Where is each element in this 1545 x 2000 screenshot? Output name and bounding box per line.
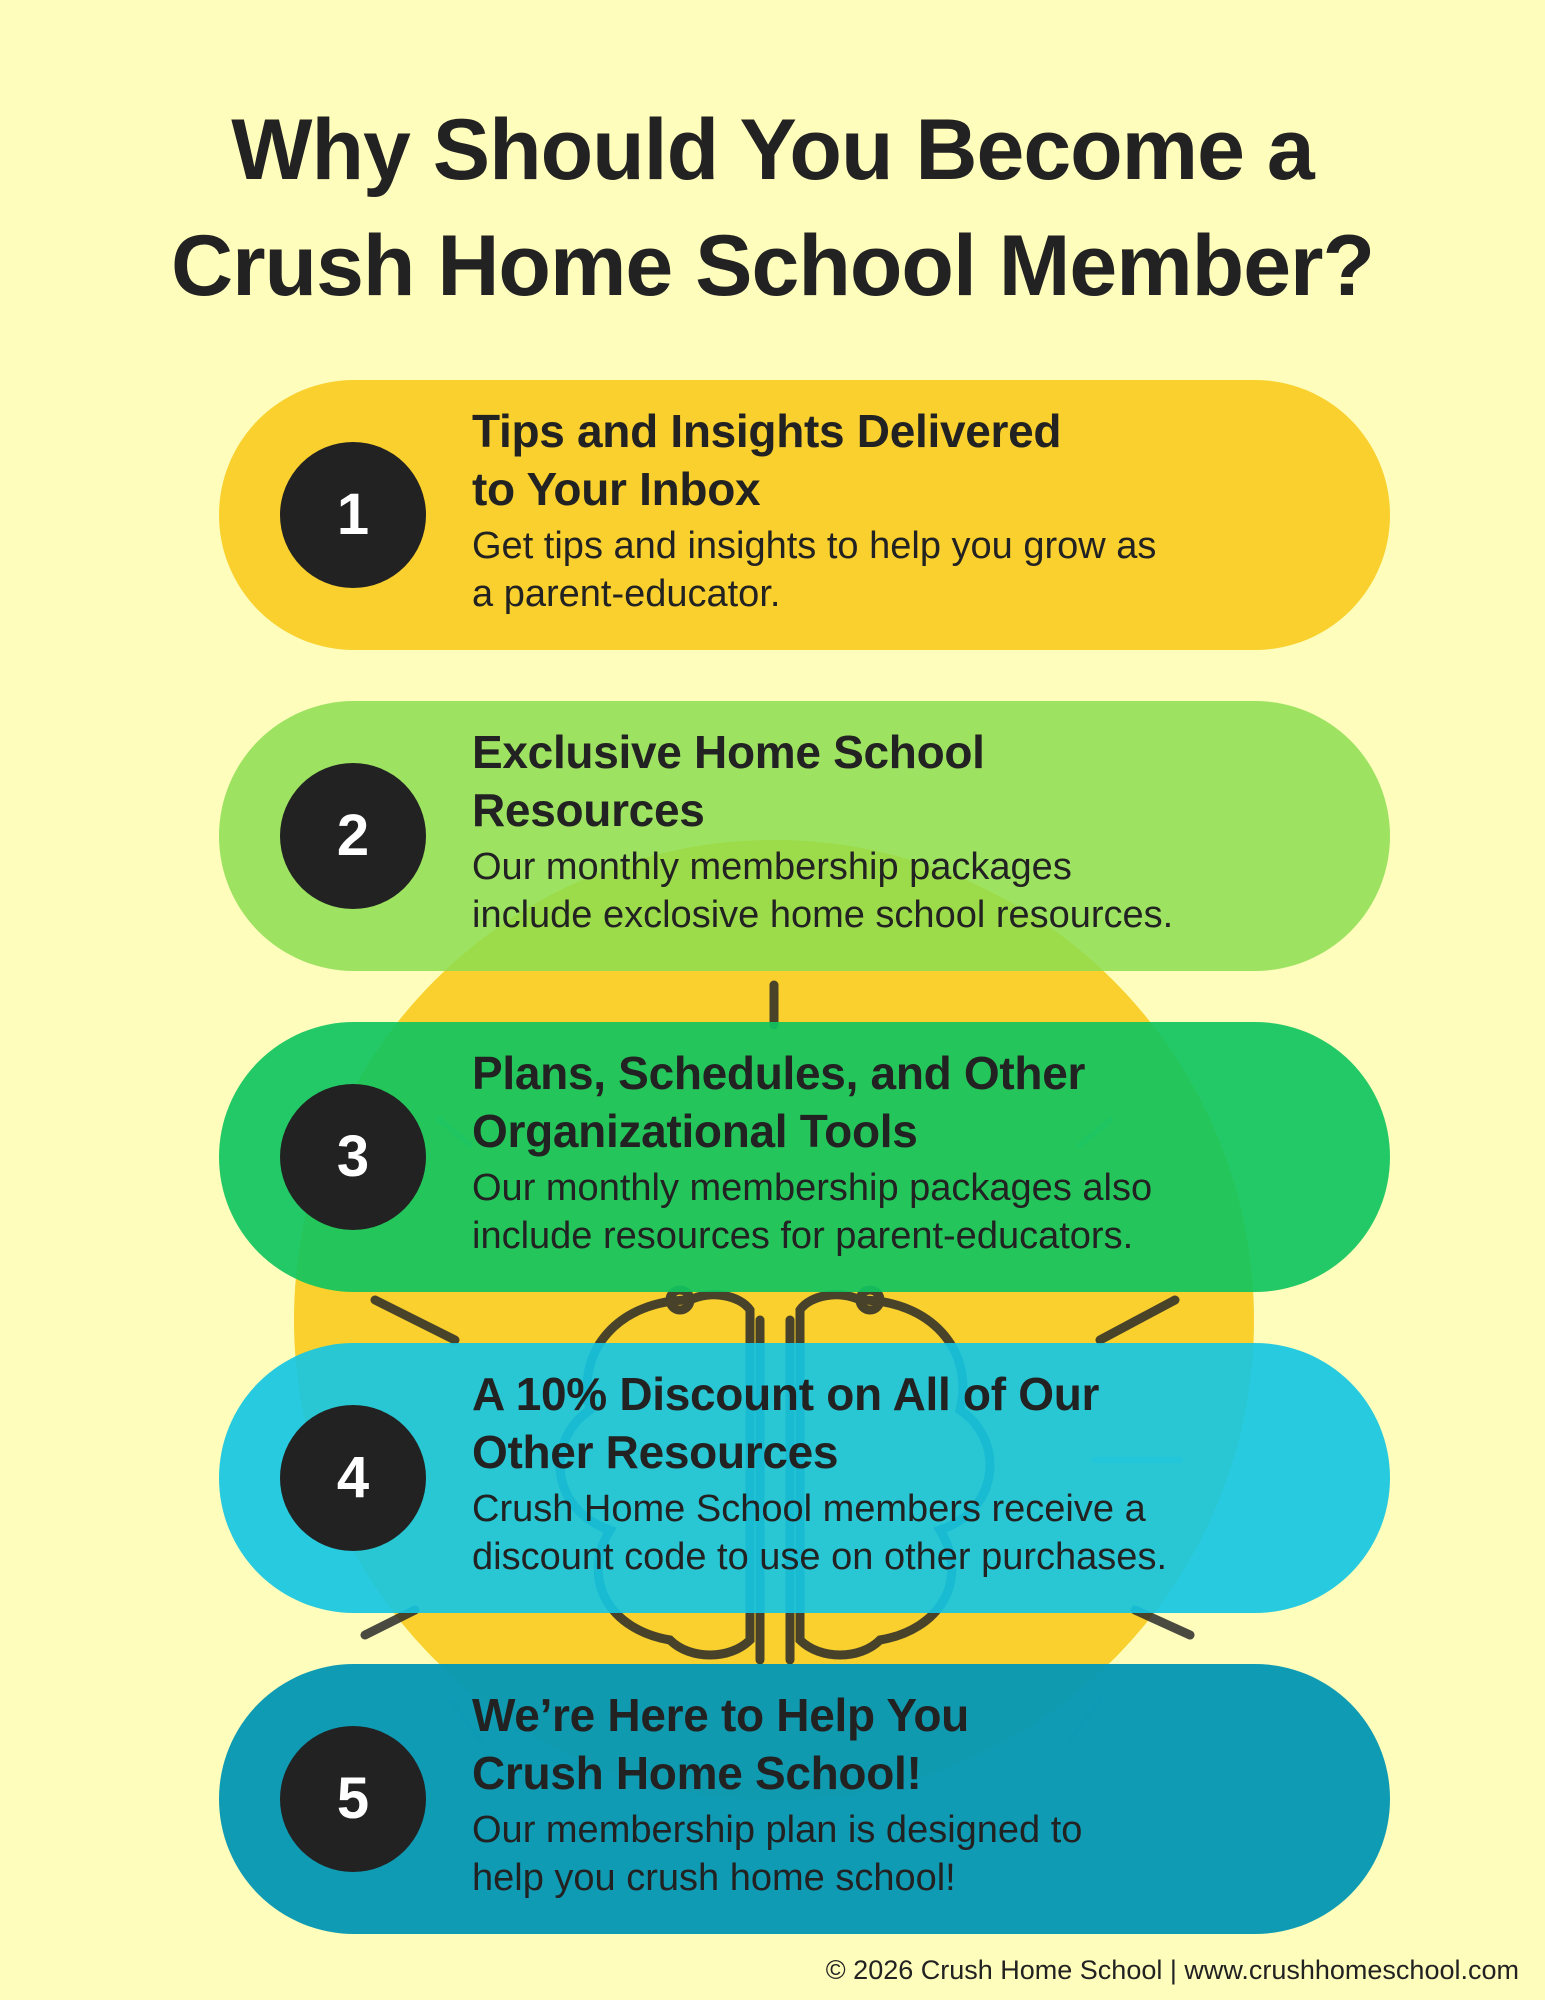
page-title-line2: Crush Home School Member? [170, 218, 1375, 314]
benefit-title [472, 1686, 1352, 1802]
benefit-title-line2: Organizational Tools [472, 1105, 918, 1157]
benefit-text [472, 1686, 1352, 1902]
benefit-card-4 [219, 1343, 1390, 1613]
benefit-number-badge: 4 [280, 1405, 426, 1551]
benefit-title-line2: Crush Home School! [472, 1747, 922, 1799]
benefit-description-line2: a parent-educator. [472, 573, 781, 615]
benefit-title [472, 1044, 1352, 1160]
benefit-number-badge: 1 [280, 442, 426, 588]
benefit-number-badge: 5 [280, 1726, 426, 1872]
benefit-title [472, 723, 1352, 839]
benefit-description [472, 1485, 1352, 1581]
benefit-title-line1: A 10% Discount on All of Our [472, 1368, 1100, 1420]
page-title-line1: Why Should You Become a [231, 102, 1314, 198]
benefit-title-line2: Resources [472, 784, 705, 836]
benefit-description-line2: discount code to use on other purchases. [472, 1536, 1168, 1578]
benefit-text [472, 1044, 1352, 1260]
benefit-card-5 [219, 1664, 1390, 1934]
benefit-description-line2: include exclosive home school resources. [472, 894, 1174, 936]
benefit-number-badge: 2 [280, 763, 426, 909]
benefit-text [472, 723, 1352, 939]
benefit-number-badge: 3 [280, 1084, 426, 1230]
benefit-description [472, 1164, 1352, 1260]
benefit-title [472, 402, 1352, 518]
benefit-card-1 [219, 380, 1390, 650]
benefit-card-2 [219, 701, 1390, 971]
benefit-description-line1: Our monthly membership packages [472, 846, 1072, 888]
benefit-description [472, 522, 1352, 618]
footer-copyright: © 2026 Crush Home School | www.crushhomeschool.com [825, 1955, 1519, 1985]
benefit-description-line1: Our monthly membership packages also [472, 1167, 1153, 1209]
benefit-description-line2: help you crush home school! [472, 1857, 956, 1899]
benefit-description [472, 843, 1352, 939]
benefit-description-line1: Our membership plan is designed to [472, 1809, 1083, 1851]
benefit-card-3 [219, 1022, 1390, 1292]
page-title [0, 92, 1545, 324]
benefit-description [472, 1806, 1352, 1902]
benefit-title-line1: Tips and Insights Delivered [472, 405, 1062, 457]
benefit-title-line1: Plans, Schedules, and Other [472, 1047, 1086, 1099]
benefit-title-line1: We’re Here to Help You [472, 1689, 969, 1741]
benefit-text [472, 1365, 1352, 1581]
benefit-title-line2: to Your Inbox [472, 463, 761, 515]
benefit-description-line2: include resources for parent-educators. [472, 1215, 1134, 1257]
benefit-title-line1: Exclusive Home School [472, 726, 985, 778]
benefit-description-line1: Crush Home School members receive a [472, 1488, 1146, 1530]
benefit-title-line2: Other Resources [472, 1426, 839, 1478]
benefit-text [472, 402, 1352, 618]
benefit-description-line1: Get tips and insights to help you grow as [472, 525, 1157, 567]
benefit-title [472, 1365, 1352, 1481]
